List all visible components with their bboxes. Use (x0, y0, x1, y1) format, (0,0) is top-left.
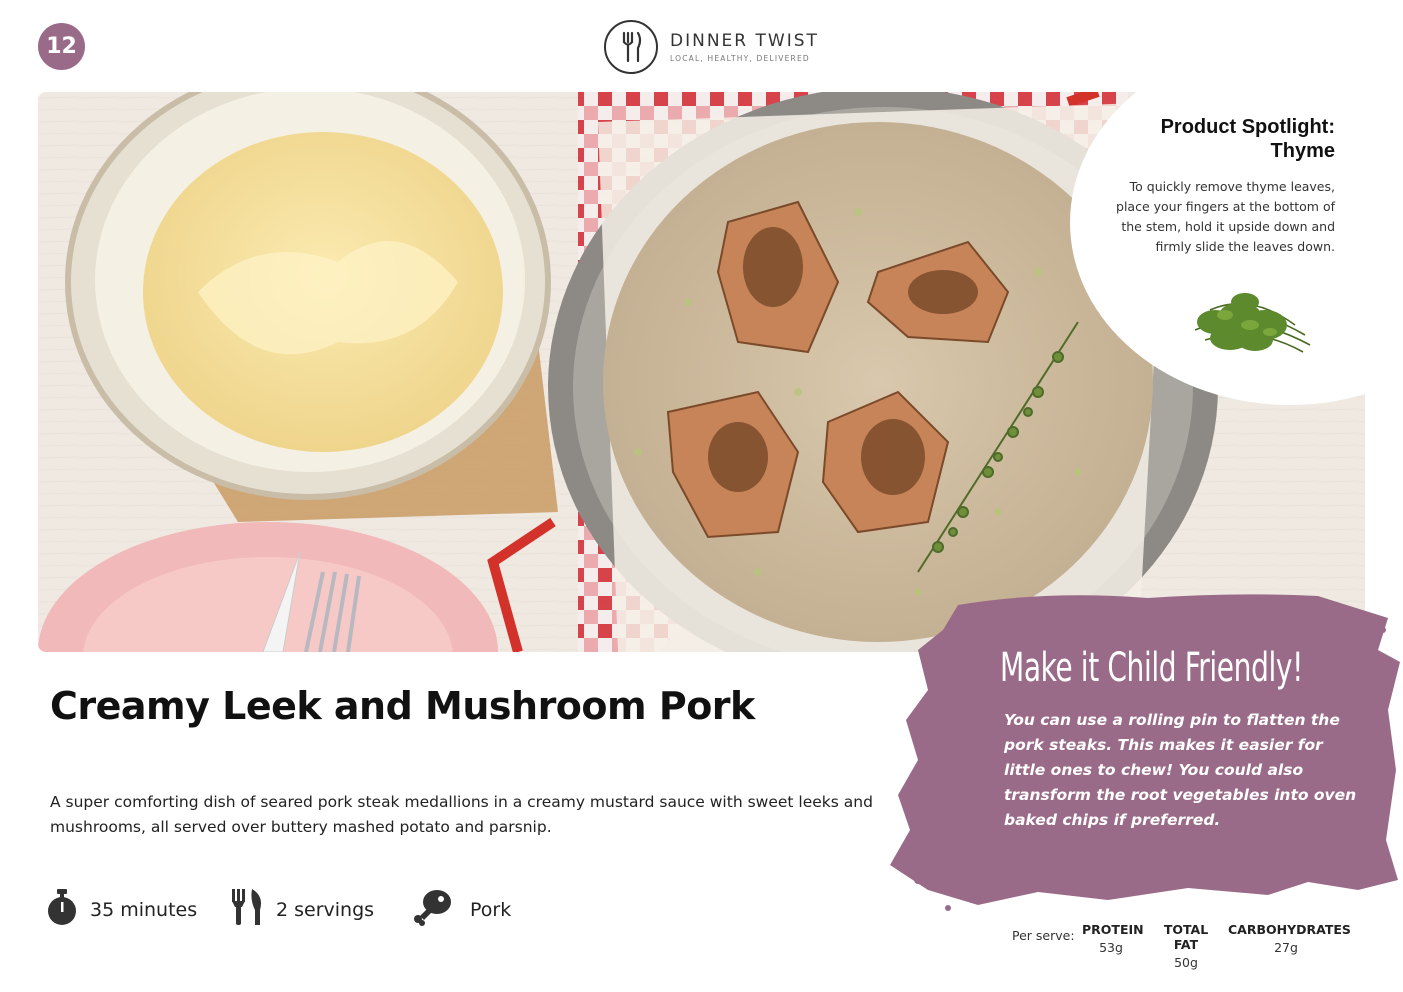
protein-text: Pork (470, 898, 512, 921)
cutlery-icon (230, 888, 264, 931)
spotlight-title-line1: Product Spotlight: (1160, 116, 1335, 138)
thyme-image (1185, 280, 1315, 370)
per-serve-label: Per serve: (1012, 928, 1075, 943)
nutrition-carbs (1228, 922, 1351, 955)
page-number-badge (38, 23, 85, 70)
recipe-description: A super comforting dish of seared pork steak medallions in a creamy mustard sauce with sweet leeks and mushrooms, all served over buttery mashed potato and parsnip. (50, 793, 873, 836)
nutrition-label: PROTEIN (1082, 922, 1144, 937)
nutrition-label: TOTAL FAT (1163, 922, 1209, 952)
brand-logo (604, 20, 819, 74)
ham-leg-icon (412, 888, 452, 931)
page-number: 12 (46, 34, 77, 59)
time-text: 35 minutes (90, 898, 198, 921)
servings-text: 2 servings (276, 898, 375, 921)
time-info (46, 888, 197, 931)
spotlight-text: To quickly remove thyme leaves, place your fingers at the bottom of the stem, hold it upside down and firmly slide the leaves down. (1116, 179, 1335, 254)
brand-name: DINNER TWIST (670, 31, 819, 51)
brand-tagline: LOCAL, HEALTHY, DELIVERED (670, 54, 810, 63)
servings-info (230, 888, 374, 931)
recipe-title: Creamy Leek and Mushroom Pork (50, 684, 755, 728)
child-friendly-title: Make it Child Friendly! (1000, 645, 1303, 691)
nutrition-value: 27g (1274, 940, 1298, 955)
child-friendly-text: You can use a rolling pin to flatten the pork steaks. This makes it easier for little ones to chew! You could also transform the root vegetables into oven baked chips if preferred. (1004, 711, 1357, 829)
stopwatch-icon (46, 888, 78, 931)
nutrition-label: CARBOHYDRATES (1228, 922, 1351, 937)
nutrition-value: 53g (1099, 940, 1123, 955)
spotlight-title (1075, 115, 1335, 163)
nutrition-value: 50g (1174, 955, 1198, 970)
spotlight-title-line2: Thyme (1270, 140, 1335, 162)
fork-knife-icon (604, 20, 658, 74)
protein-info (412, 888, 511, 931)
nutrition-protein (1082, 922, 1144, 955)
nutrition-fat (1152, 922, 1220, 970)
